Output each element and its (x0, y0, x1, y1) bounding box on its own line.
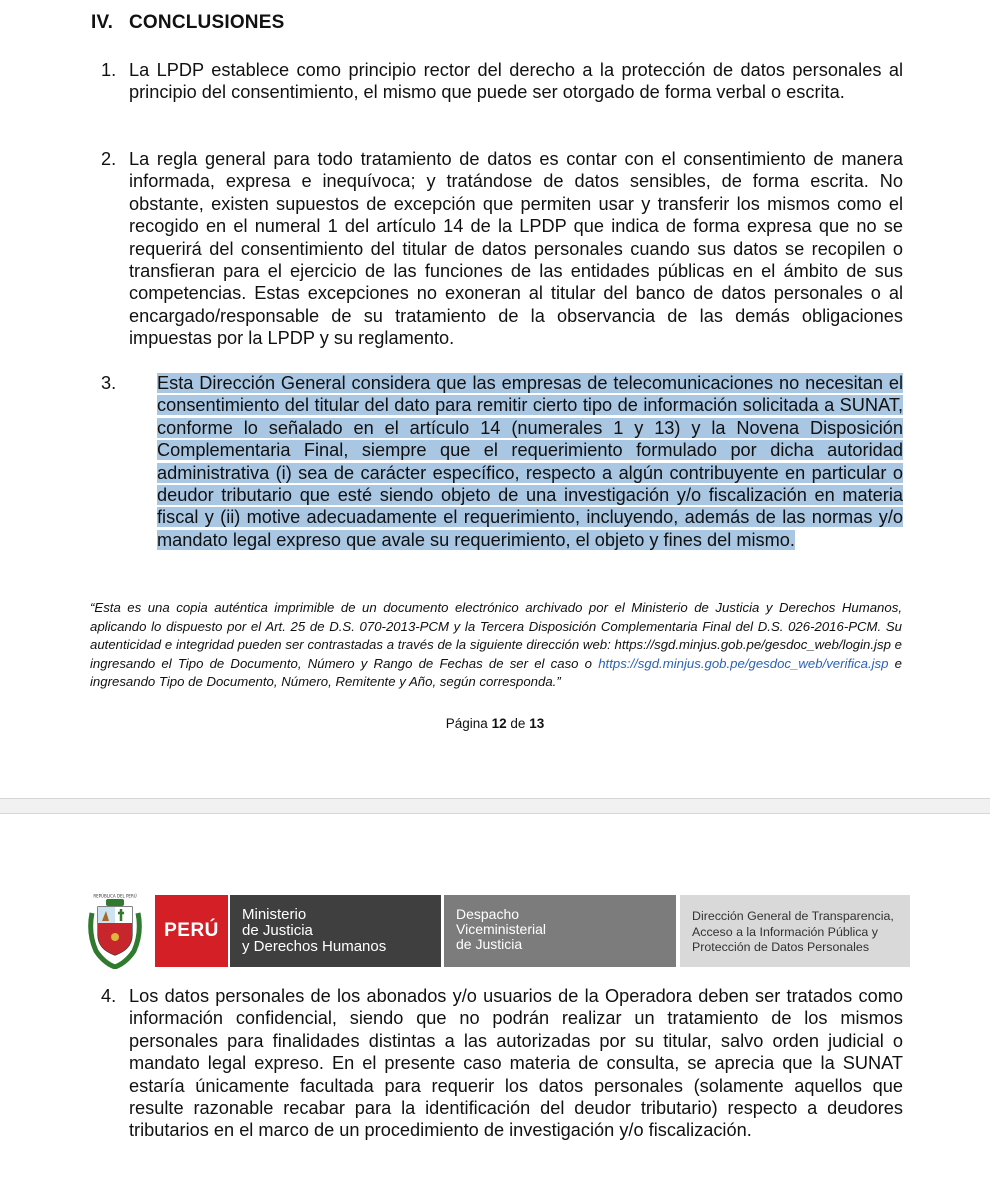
authenticity-note (90, 599, 902, 692)
section-title: CONCLUSIONES (129, 12, 285, 33)
section-heading (91, 12, 284, 34)
note-text-end: e ingresando Tipo de Documento, Número, Remitente y Año, según corresponda.” (90, 655, 903, 690)
note-text: “Esta es una copia auténtica imprimible de un documento electrónico archivado por el Ministerio de Justicia y Derechos Humanos, aplicando lo dispuesto por el Art. 25 de D.S. 070-2013-PCM y la Tercera Disposición Complementaria Final del D.S. 026-2016-PCM. Su autenticidad e integridad pueden ser contrastadas a través de la siguiente dirección web: https://sgd.minjus.gob.pe/gesdoc_web/login.jsp e ingresando el Tipo de Documento, Número y Rango de Fechas de ser el caso o (90, 600, 902, 671)
ministry-box: Ministerio de Justicia y Derechos Humanos (230, 895, 441, 967)
peru-label: PERÚ (164, 920, 219, 941)
conclusion-item-2 (101, 148, 903, 350)
vice-ministry-box: Despacho Viceministerial de Justicia (444, 895, 676, 967)
item-text: Los datos personales de los abonados y/o usuarios de la Operadora deben ser tratados como información confidencial, siendo que no podrán realizar un tratamiento de los mismos personales para finalidades distintas a las autorizadas por su titular, salvo orden judicial o mandato legal expreso. En el presente caso materia de consulta, se aprecia que la SUNAT estaría únicamente facultada para requerir los datos personales (solamente aquellos que resulte razonable recabar para la identificación del deudor tributario) respecto a deudores tributarios en el marco de un procedimiento de investigación y/o fiscalización. (129, 986, 903, 1141)
total-pages: 13 (529, 716, 545, 731)
conclusion-item-1 (101, 59, 903, 104)
page-number: Página 12 de 13 (445, 716, 545, 731)
svg-text:REPÚBLICA DEL PERÚ: REPÚBLICA DEL PERÚ (93, 893, 137, 899)
page-separator (0, 798, 990, 814)
item-text: La LPDP establece como principio rector del derecho a la protección de datos personales al principio del consentimiento, el mismo que puede ser otorgado de forma verbal o escrita. (129, 60, 903, 103)
section-number: IV. (91, 12, 114, 33)
conclusion-item-4 (101, 985, 903, 1142)
current-page: 12 (491, 716, 507, 731)
item-number: 2. (101, 149, 117, 169)
peru-coat-of-arms-icon (84, 893, 146, 969)
directorate-box: Dirección General de Transparencia, Acceso a la Información Pública y Protección de Datos Personales (680, 895, 910, 967)
item-number: 3. (101, 373, 117, 393)
peru-brand-box (155, 895, 228, 967)
item-text: La regla general para todo tratamiento de datos es contar con el consentimiento de manera informada, expresa e inequívoca; y tratándose de datos sensibles, de forma escrita. No obstante, existen supuestos de excepción que permiten usar y transferir los mismos como el recogido en el numeral 1 del artículo 14 de la LPDP que indica de forma expresa que no se requerirá del consentimiento del titular de datos personales cuando sus datos se recopilen o transfieran para el ejercicio de las funciones de las entidades públicas en el ámbito de sus competencias. Estas excepciones no exoneran al titular del banco de datos personales o al encargado/responsable de su tratamiento de la observancia de las demás obligaciones impuestas por la LPDP y su reglamento. (129, 149, 903, 349)
verification-link[interactable]: https://sgd.minjus.gob.pe/gesdoc_web/verifica.jsp (598, 655, 889, 671)
conclusion-item-3-highlighted[interactable] (101, 372, 903, 551)
selected-text[interactable]: Esta Dirección General considera que las empresas de telecomunicaciones no necesitan el consentimiento del titular del dato para remitir cierto tipo de información solicitada a SUNAT, conforme lo señalado en el artículo 14 (numerales 1 y 13) y la Novena Disposición Complementaria Final, siempre que el requerimiento formulado por dicha autoridad administrativa (i) sea de carácter específico, respecto a algún contribuyente en particular o deudor tributario que esté siendo objeto de una investigación y/o fiscalización en materia fiscal y (ii) motive adecuadamente el requerimiento, incluyendo, además de las normas y/o mandato legal expreso que avale su requerimiento, el objeto y fines del mismo. (157, 373, 903, 550)
item-number: 1. (101, 60, 117, 80)
item-number: 4. (101, 986, 117, 1006)
